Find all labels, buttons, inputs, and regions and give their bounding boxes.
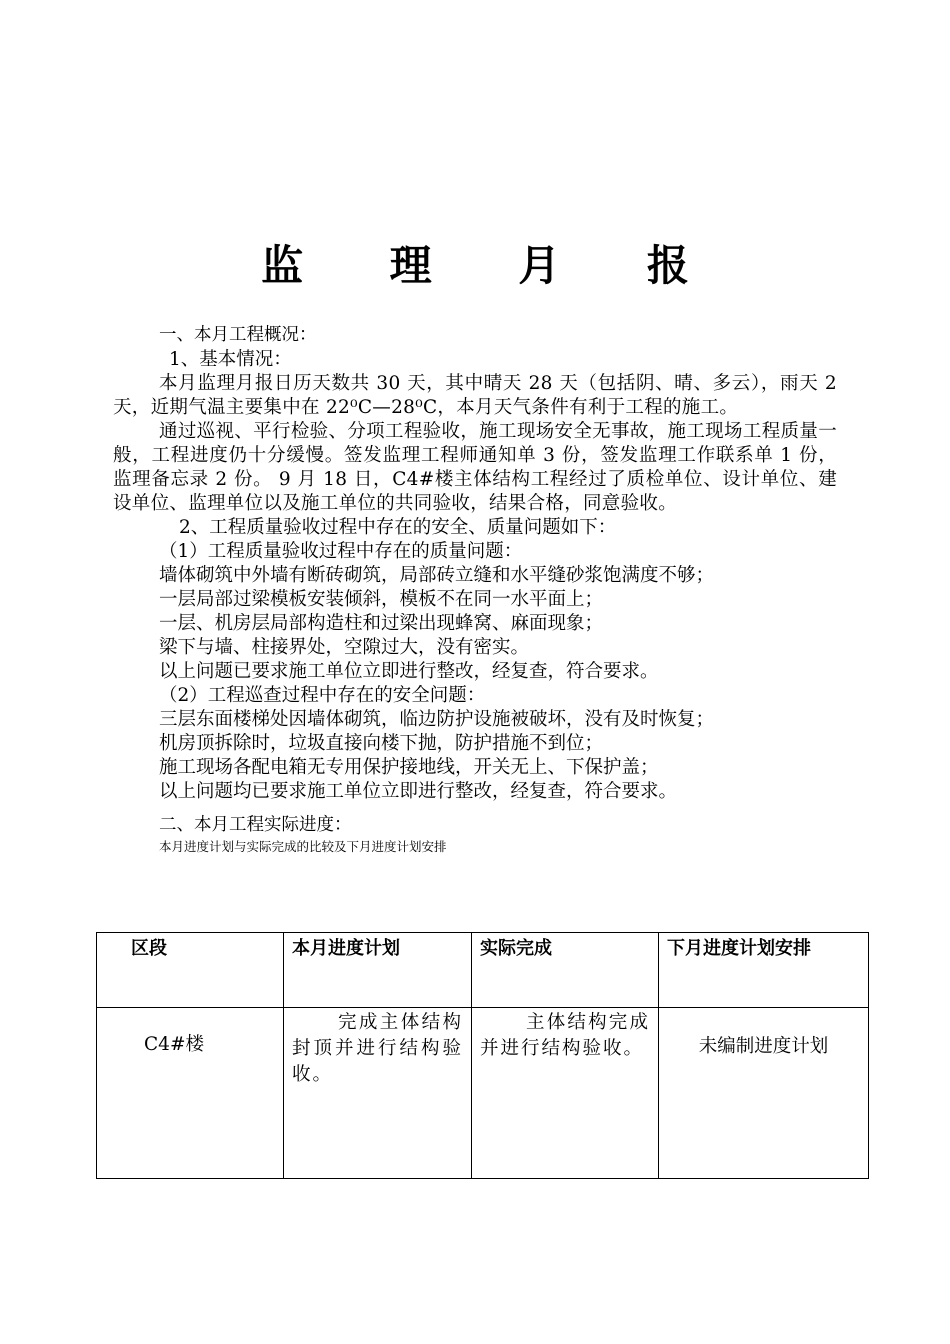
safety-issues-heading: （2）工程巡查过程中存在的安全问题： [159, 685, 486, 706]
paragraph-inspection: 通过巡视、平行检验、分项工程验收，施工现场安全无事故，施工现场工程质量一般，工程进度仍十分缓慢。签发监理工程师通知单 3 份，签发监理工作联系单 1 份，监理备忘录 2 份。 9 月 18 日，C4#楼主体结构工程经过了质检单位、设计单位、建设单位、监理单位以及施工单位的共同验收，结果合格，同意验收。 [113, 421, 837, 514]
quality-issue-item: 以上问题已要求施工单位立即进行整改，经复查，符合要求。 [159, 661, 659, 682]
cell-actual: 主体结构完成并进行结构验收。 [472, 1008, 659, 1179]
paragraph-weather: 本月监理月报日历天数共 30 天，其中晴天 28 天（包括阴、晴、多云），雨天 2 天，近期气温主要集中在 22⁰C—28⁰C，本月天气条件有利于工程的施工。 [113, 373, 837, 418]
safety-issue-item: 以上问题均已要求施工单位立即进行整改，经复查，符合要求。 [159, 781, 678, 802]
table-caption: 本月进度计划与实际完成的比较及下月进度计划安排 [159, 839, 447, 854]
quality-issue-item: 一层局部过梁模板安装倾斜，模板不在同一水平面上； [159, 589, 604, 610]
quality-issue-item: 一层、机房层局部构造柱和过梁出现蜂窝、麻面现象； [159, 613, 604, 634]
table-row [97, 1008, 869, 1179]
sub-heading-issues: 2、工程质量验收过程中存在的安全、质量问题如下： [179, 517, 617, 538]
progress-table [96, 932, 869, 1179]
table-header-row [97, 933, 869, 1008]
section-heading-progress: 二、本月工程实际进度： [159, 815, 352, 835]
sub-heading-basic-info: 1、基本情况： [169, 349, 292, 370]
safety-issue-item: 施工现场各配电箱无专用保护接地线，开关无上、下保护盖； [159, 757, 659, 778]
page-title: 监 理 月 报 [261, 241, 725, 290]
quality-issues-heading: （1）工程质量验收过程中存在的质量问题： [159, 541, 523, 562]
cell-next-plan: 未编制进度计划 [659, 1008, 869, 1179]
cell-zone: C4#楼 [97, 1008, 284, 1179]
cell-plan: 完成主体结构封顶并进行结构验收。 [284, 1008, 472, 1179]
safety-issue-item: 机房顶拆除时，垃圾直接向楼下抛，防护措施不到位； [159, 733, 604, 754]
header-actual: 实际完成 [472, 933, 659, 1008]
section-heading-overview: 一、本月工程概况： [159, 325, 317, 345]
header-zone: 区段 [97, 933, 284, 1008]
report-body [113, 322, 837, 856]
safety-issue-item: 三层东面楼梯处因墙体砌筑，临边防护设施被破坏，没有及时恢复； [159, 709, 715, 730]
header-next-plan: 下月进度计划安排 [659, 933, 869, 1008]
quality-issue-item: 梁下与墙、柱接界处，空隙过大，没有密实。 [159, 637, 530, 658]
header-plan: 本月进度计划 [284, 933, 472, 1008]
quality-issue-item: 墙体砌筑中外墙有断砖砌筑，局部砖立缝和水平缝砂浆饱满度不够； [159, 565, 715, 586]
